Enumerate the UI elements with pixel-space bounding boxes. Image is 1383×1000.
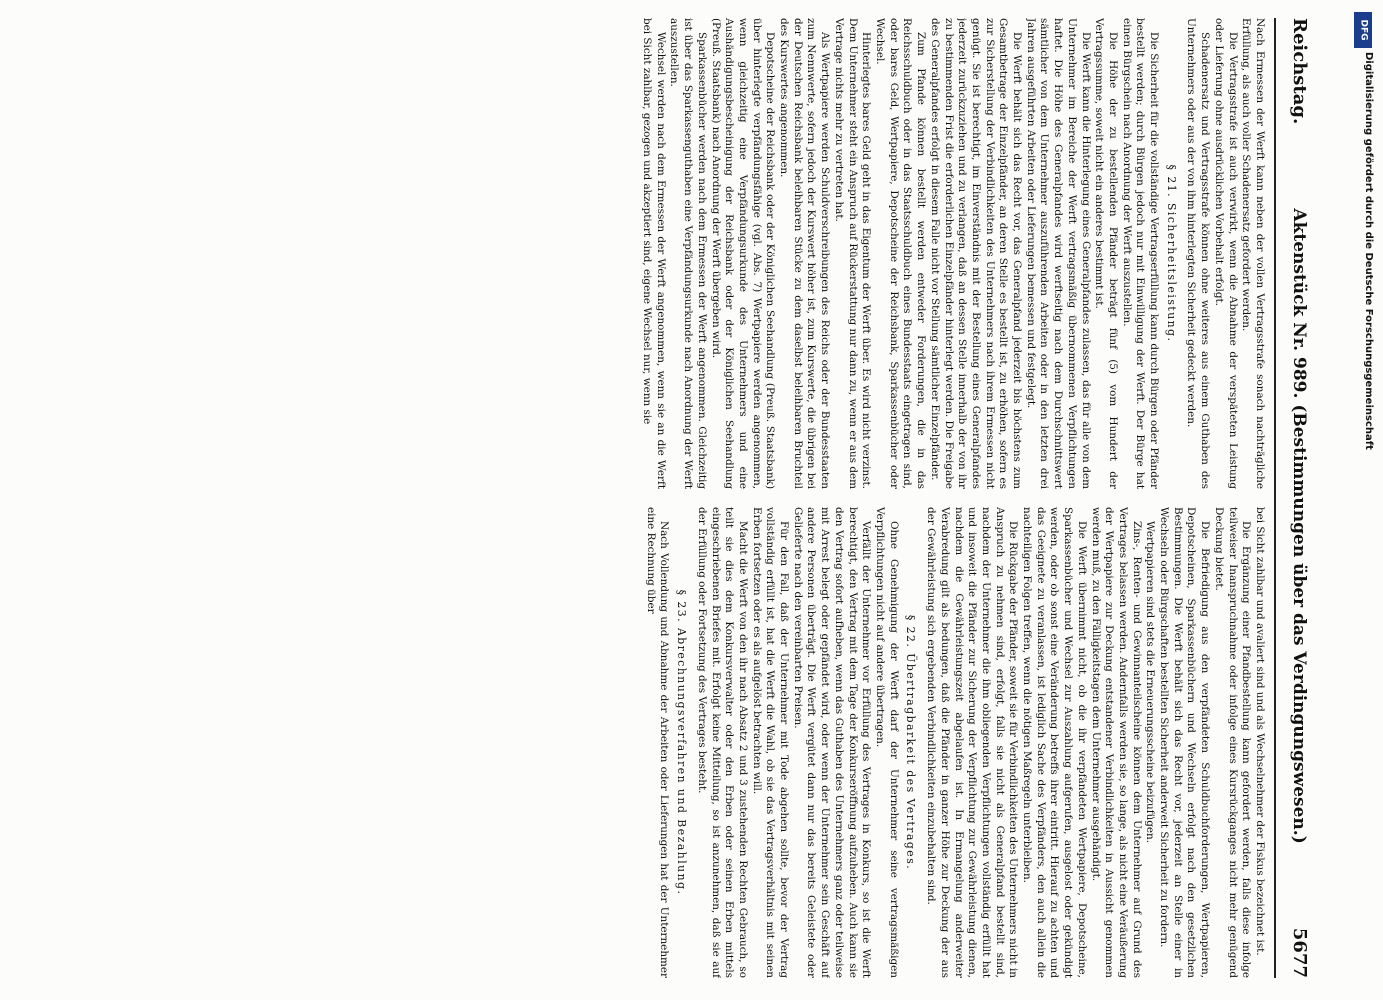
paragraph: Für den Fall, daß der Unternehmer mit Tode abgehen sollte, bevor der Vertrag vollständig erfüllt ist, hat die Werft die Wahl, ob sie das Vertragsverhältnis mit seinen Erben fortsetzen oder es als aufgelöst betrachten will. — [750, 507, 791, 978]
digitization-sidebar — [1352, 8, 1374, 992]
paragraph: Als Wertpapiere werden Schuldverschreibungen des Reichs oder der Bundesstaaten zum Nennwerte, sofern jedoch der Kurswert höher ist, zum Kurswerte, die übrigen bei der Deutschen Reichsbank beleihbaren Stücke zu dem daselbst beleihbaren Bruchteil des Kurswertes angenommen. — [778, 18, 832, 489]
dfg-logo — [1354, 12, 1372, 48]
section-heading: § 21. Sicherheitsleistung. — [1164, 164, 1178, 343]
paragraph: Nach Ermessen der Werft kann neben der vollen Vertragsstrafe sonach nachträgliche Erfüllung, als auch voller Schadenersatz gefordert werden. — [1240, 18, 1266, 489]
paragraph: Depotscheine der Reichsbank oder der Königlichen Seehandlung (Preuß. Staatsbank) über hinterlegte verpfändungsfähige (vgl. Abs. 7) Wertpapiere werden angenommen, wenn gleichzeitig eine Verpfändungsurkunde des Unternehmers und eine Aushändigungsbescheinigung der Reichsbank oder der Königlichen Seehandlung (Preuß. Staatsbank) nach Anordnung der Werft übergeben wird. — [709, 18, 777, 489]
paragraph: Die Werft kann die Hinterlegung eines Generalpfandes zulassen, das für alle von dem Unternehmer im Bereiche der Werft vertragsmäßig übernommenen Verpflichtungen haftet. Die Höhe des Generalpfandes wird werftseitig nach dem Durchschnittswert sämtlicher von dem Unternehmer auszuführenden Arbeiten oder in den letzten drei Jahren ausgeführten Arbeiten oder Lieferungen bemessen und festgelegt. — [1024, 18, 1092, 489]
paragraph: bei Sicht zahlbar und avaliert sind und als Wechselnehmer der Fiskus bezeichnet ist. — [1254, 507, 1266, 956]
paragraph: Wertpapieren sind stets die Erneuerungsscheine beizufügen. — [1144, 521, 1157, 844]
page-number: 5677 — [1289, 927, 1310, 978]
paragraph: Die Befriedigung aus den verpfändeten Schuldbuchforderungen, Wertpapieren, Depotscheinen, Sparkassenbüchern und Wechseln erfolgt nach den gesetzlichen Bestimmungen. Die Werft behält sich das Recht vor, jederzeit an Stelle einer in Wechseln oder Bürgschaften bestellten Sicherheit anderweit Sicherheit zu fordern. — [1158, 507, 1212, 978]
section-heading: § 23. Abrechnungsverfahren und Bezahlung. — [675, 589, 689, 896]
paragraph: Hinterlegtes bares Geld geht in das Eigentum der Werft über. Es wird nicht verzinst. Dem Unternehmer steht ein Anspruch auf Rückerstattung nur dann zu, wenn er aus dem Vertrage nichts mehr zu vertreten hat. — [832, 18, 873, 489]
text-columns — [86, 18, 1266, 978]
paragraph: Die Werft behält sich das Recht vor, das Generalpfand jederzeit bis höchstens zum Gesamtbetrage der Einzelpfänder, an deren Stelle es bestellt ist, zu erhöhen, sofern es zur Sicherstellung der Verbindlichkeiten des Unternehmers nach ihrem Ermessen nicht genügt. Sie ist berechtigt, im Einverständnis mit der Bestellung eines Generalpfandes jederzeit zurückzuziehen und zu verlangen, daß an dessen Stelle innerhalb der von ihr zu bestimmenden Frist die erforderlichen Einzelpfänder hinterlegt werden. Die Freigabe des Generalpfandes erfolgt in diesem Falle nicht vor Stellung sämtlicher Einzelpfänder. — [928, 18, 1024, 489]
paragraph: Die Rückgabe der Pfänder, soweit sie für Verbindlichkeiten des Unternehmers nicht in Anspruch zu nehmen sind, erfolgt, falls sie nicht als Generalpfand bestellt sind, nachdem der Unternehmer die ihm obliegenden Verpflichtungen vollständig erfüllt hat und insoweit die Pfänder zur Sicherung der Verpflichtung zur Gewährleistung dienen, nachdem die Gewährleistungszeit abgelaufen ist. In Ermangelung anderweiter Verabredung gilt als bedungen, daß die Pfänder in ganzer Höhe zur Deckung der aus der Gewährleistung sich ergebenden Verbindlichkeiten einzubehalten sind. — [925, 507, 1020, 978]
column-right — [86, 507, 1266, 978]
paragraph: Die Höhe der zu bestellenden Pfänder beträgt fünf (5) vom Hundert der Vertragssumme, soweit nicht ein anderes bestimmt ist. — [1093, 18, 1119, 489]
rotated-page-content — [80, 18, 1310, 988]
running-head — [1274, 18, 1310, 978]
running-head-title: Aktenstück Nr. 989. (Bestimmungen über das Verdingungswesen.) — [1289, 208, 1309, 844]
paragraph: Zum Pfande können bestellt werden entweder Forderungen, die in das Reichsschuldbuch oder in das Staatsschuldbuch eines Bundesstaats eingetragen sind, oder bares Geld, Wertpapiere, Depotscheine der Reichsbank, Sparkassenbücher oder Wechsel. — [874, 18, 928, 489]
paragraph: Wechsel werden nach dem Ermessen der Werft angenommen, wenn sie an die Werft bei Sicht zahlbar, gezogen und akzeptiert sind, eigene Wechsel nur, wenn sie — [641, 18, 667, 489]
dfg-logo-text: DFG — [1358, 19, 1369, 41]
paragraph: Die Ergänzung einer Pfandbestellung kann gefordert werden, falls diese infolge teilweiser Inanspruchnahme oder infolge eines Kursrückganges nicht mehr genügend Deckung bietet. — [1212, 507, 1253, 978]
paragraph: Die Vertragsstrafe ist auch verwirkt, wenn die Abnahme der verspäteten Leistung oder Lieferung ohne ausdrücklichen Vorbehalt erfolgt. — [1212, 18, 1239, 489]
paragraph: Ohne Genehmigung der Werft darf der Unternehmer seine vertragsmäßigen Verpflichtungen nicht auf andere übertragen. — [874, 507, 900, 978]
running-head-left: Reichstag. — [1289, 18, 1310, 125]
paragraph: Nach Vollendung und Abnahme der Arbeiten oder Lieferungen hat der Unternehmer eine Rechnung über — [644, 507, 671, 978]
section-heading: § 22. Übertragbarkeit des Vertrages. — [904, 614, 918, 871]
paragraph: Zins-, Renten- und Gewinnanteilscheine können dem Unternehmer auf Grund des Vertrages belassen werden. Andernfalls werden sie, so lange, als nicht eine Veräußerung der Wertpapiere zur Deckung entstandener Verbindlichkeiten in Aussicht genommen werden muß, zu den Fälligkeitstagen dem Unternehmer ausgehändigt. — [1089, 507, 1143, 978]
column-left — [86, 18, 1266, 489]
paragraph: Die Sicherheit für die vollständige Vertragserfüllung kann durch Bürgen oder Pfänder bestellt werden; durch Bürgen jedoch nur mit Einwilligung der Werft. Der Bürge hat einen Bürgschein nach Anordnung der Werft auszustellen. — [1120, 18, 1161, 489]
paragraph: Die Werft übernimmt nicht, ob die ihr verpfändeten Wertpapiere, Depotscheine, Sparkassenbücher und Wechsel zur Auszahlung aufgerufen, ausgelost oder gekündigt werden, oder ob sonst eine Veränderung betreffs ihrer eintritt. Hierauf zu achten und das Geeignete zu veranlassen, ist lediglich Sache des Verpfänders, den auch allein die nachteiligen Folgen treffen, wenn die nötigen Maßregeln unterbleiben. — [1021, 507, 1088, 978]
digitization-note: Digitalisierung gefördert durch die Deutsche Forschungsgemeinschaft — [1363, 52, 1374, 450]
paragraph: Sparkassenbücher werden nach dem Ermessen der Werft angenommen. Gleichzeitig ist über das Sparkassenguthaben eine Verpfändungsurkunde nach Anordnung der Werft auszustellen. — [668, 18, 708, 489]
paragraph: Macht die Werft von den ihr nach Absatz 2 und 3 zustehenden Rechten Gebrauch, so teilt sie dies dem Konkursverwalter oder den Erben oder seinen Erben mittels eingeschriebenen Briefes mit. Erfolgt keine Mitteilung, so ist anzunehmen, daß sie auf der Erfüllung oder Fortsetzung des Vertrages besteht. — [695, 507, 749, 978]
paragraph: Schadenersatz und Vertragsstrafe können ohne weiteres aus einem Guthaben des Unternehmers oder aus der von ihm hinterlegten Sicherheit gedeckt werden. — [1185, 18, 1212, 489]
paragraph: Verfällt der Unternehmer vor Erfüllung des Vertrages in Konkurs, so ist die Werft berechtigt, den Vertrag mit dem Tage der Konkurseröffnung aufzuheben. Auch kann sie den Vertrag sofort aufheben, wenn das Guthaben des Unternehmers ganz oder teilweise mit Arrest belegt oder gepfändet wird, oder wenn der Unternehmer sein Geschäft auf andere Personen überträgt. Die Werft vergütet dann nur das bereits Geleistete oder Gelieferte nach den vereinbarten Preisen. — [791, 507, 873, 978]
